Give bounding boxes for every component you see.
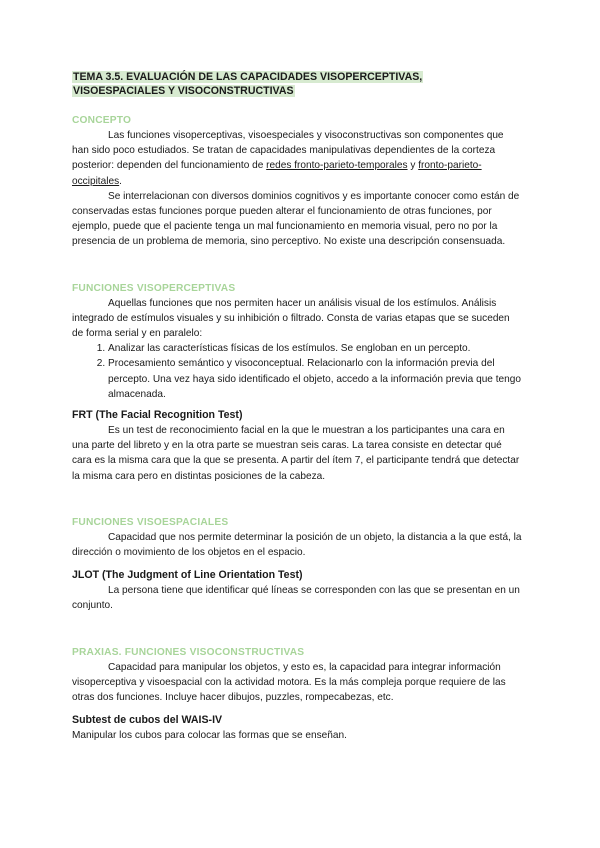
visoperceptivas-paragraph-1: Aquellas funciones que nos permiten hacer un análisis visual de los estímulos. Análisis integrado de estímulos visuales y su inhibición o filtrado. Consta de varias etapas que se suceden de forma serial y en paralelo: <box>72 297 510 340</box>
document-body <box>72 70 522 743</box>
list-item: 1. Analizar las características físicas de los estímulos. Se engloban en un percepto. <box>108 341 522 356</box>
frt-paragraph: Es un test de reconocimiento facial en la que le muestran a los participantes una cara en una parte del libreto y en la otra parte se muestran seis caras. La tarea consiste en detectar qué cara es la misma cara que la que se presenta. A partir del ítem 7, el participante tendrá que detectar la misma cara pero en distintas posiciones de la cabeza. <box>72 425 520 482</box>
concepto-p1-text-b: y <box>407 160 419 172</box>
visoperceptivas-stages-list <box>72 341 522 402</box>
concepto-p1-text-a: Las funciones visoperceptivas, visoespeciales y visoconstructivas son componentes que han sido poco estudiados. Se tratan de capacidades manipulativas dependientes de la corteza posterior: dependen del funcionamiento de <box>72 130 504 172</box>
concepto-paragraph-1 <box>72 128 522 189</box>
section-heading-visoespaciales: FUNCIONES VISOESPACIALES <box>72 516 229 528</box>
link-redes-fronto-parieto-temporales[interactable]: redes fronto-parieto-temporales <box>266 160 408 172</box>
page-title <box>72 70 522 98</box>
title-line-1: TEMA 3.5. EVALUACIÓN DE LAS CAPACIDADES VISOPERCEPTIVAS, <box>73 71 423 83</box>
section-heading-visoperceptivas: FUNCIONES VISOPERCEPTIVAS <box>72 282 236 294</box>
visoespaciales-paragraph-1: Capacidad que nos permite determinar la posición de un objeto, la distancia a la que está, la dirección o movimiento de los objetos en el espacio. <box>72 531 522 559</box>
section-heading-concepto: CONCEPTO <box>72 115 132 126</box>
concepto-p1-text-c: . <box>119 175 122 187</box>
section-heading-praxias: PRAXIAS. FUNCIONES VISOCONSTRUCTIVAS <box>72 646 305 658</box>
title-line-2: VISOESPACIALES Y VISOCONSTRUCTIVAS <box>73 85 294 97</box>
jlot-paragraph: La persona tiene que identificar qué líneas se corresponden con las que se presentan en un conjunto. <box>72 585 520 612</box>
wais-paragraph: Manipular los cubos para colocar las formas que se enseñan. <box>72 730 347 742</box>
wais-heading: Subtest de cubos del WAIS-IV <box>72 714 223 727</box>
praxias-paragraph-1: Capacidad para manipular los objetos, y esto es, la capacidad para integrar información visoperceptiva y visoespacial con la actividad motora. Es la más compleja porque requiere de las otras dos funciones. Incluye hacer dibujos, puzzles, rompecabezas, etc. <box>72 661 506 704</box>
frt-heading: FRT (The Facial Recognition Test) <box>72 409 243 422</box>
jlot-heading: JLOT (The Judgment of Line Orientation Test) <box>72 569 303 582</box>
concepto-paragraph-2: Se interrelacionan con diversos dominios cognitivos y es importante conocer como están de conservadas estas funciones porque pueden alterar el funcionamiento de otras funciones, por ejemplo, puede que el paciente tenga un mal funcionamiento en memoria visual, pero no por la presencia de un problema de memoria, sino perceptivo. No existe una descripción consensuada. <box>72 190 520 248</box>
list-item: 2. Procesamiento semántico y visoconceptual. Relacionarlo con la información previa del percepto. Una vez haya sido identificado el objeto, accedo a la información previa que tengo almacenada. <box>108 356 522 402</box>
link-fronto-parieto-occipitales[interactable]: fronto-parieto-occipitales <box>72 160 482 187</box>
